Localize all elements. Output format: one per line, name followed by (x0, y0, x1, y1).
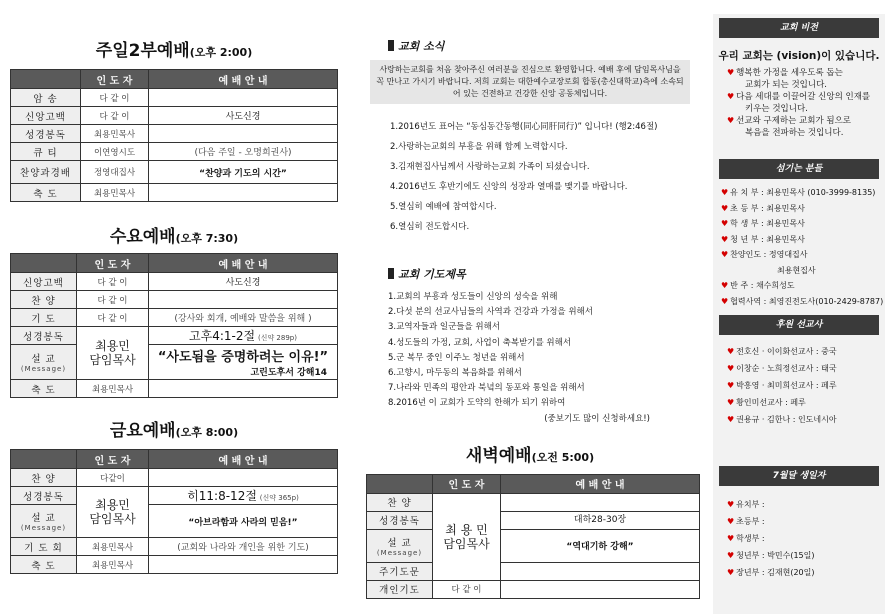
missionary-list (713, 343, 885, 428)
table-row: 암 송 다 같 이 (11, 89, 338, 107)
heart-icon: ♥ (727, 347, 735, 356)
table-row: 찬 양 다 같 이 (11, 291, 338, 309)
list-item: ♥ 반 주 : 채수희성도 (721, 281, 795, 290)
table-row: 찬양과경배 정영대집사 “찬양과 기도의 시간” (11, 161, 338, 184)
wednesday-title: 수요예배(오후 7:30) (109, 227, 239, 247)
list-item: 4.2016년도 후반기에도 신앙의 성장과 열매를 맺기를 바랍니다. (390, 182, 628, 192)
heart-icon: ♥ (721, 296, 729, 306)
news-list (390, 120, 700, 240)
birthday-list (713, 496, 885, 581)
heart-icon: ♥ (727, 517, 735, 526)
servers-heading: 섬기는 분들 (719, 159, 879, 179)
heart-icon: ♥ (727, 534, 735, 543)
list-item: ♥ 청년부 : 박민수(15일) (727, 551, 815, 560)
friday-table (10, 449, 338, 574)
list-item: ♥ 유치부 : (727, 500, 765, 509)
table-row: 성경봉독 최용민 담임목사 히11:8-12절 (신약 365p) (11, 487, 338, 505)
table-row: 축 도 최용민목사 (11, 556, 338, 574)
table-row: 설 교 (Message) “역대기하 강해” (367, 529, 700, 562)
list-item: ♥ 찬양인도 : 정영대집사 (721, 250, 808, 259)
list-item: ♥ 유 치 부 : 최용민목사 (010-3999-8135) (721, 188, 876, 197)
table-header: 인 도 자 예 배 안 내 (367, 474, 700, 493)
heart-icon: ♥ (721, 203, 729, 213)
list-item: ♥ 협력사역 : 최영진전도사(010-2429-8787) (721, 296, 884, 306)
table-row: 찬 양 다같이 (11, 469, 338, 487)
sunday2-title: 주일2부예배(오후 2:00) (95, 41, 253, 61)
list-item: 6.열심히 전도합시다. (390, 222, 470, 232)
list-item: 1.교회의 부흥과 성도들이 신앙의 성숙을 위해 (388, 292, 558, 302)
square-bullet-icon (388, 40, 394, 51)
list-item: ♥ 초등부 : (727, 517, 765, 526)
list-item: 6.고향시, 마두동의 복음화를 위해서 (388, 367, 522, 378)
birthday-heading: 7월달 생일자 (719, 466, 879, 486)
heart-icon: ♥ (727, 500, 735, 509)
preacher-cell: 최 용 민 담임목사 (433, 493, 501, 580)
table-row: 신앙고백 다 같 이 사도신경 (11, 107, 338, 125)
vision-list: ♥ 행복한 가정을 세우도록 돕는 교회가 되는 것입니다. ♥ 다음 세대를 이끌어갈 신앙의 인재를 키우는 것입니다. ♥ 선교와 구제하는 교회가 됨으로 복음을 전파하는 것입니다. (713, 67, 885, 139)
prayer-heading: 교회 기도제목 (388, 266, 700, 282)
sidebar (713, 14, 885, 614)
list-item: ♥ 학생부 : (727, 534, 765, 543)
table-row: 설 교 (Message) “아브라함과 사라의 믿음!” (11, 505, 338, 538)
left-column (10, 0, 338, 614)
heart-icon: ♥ (727, 568, 735, 577)
list-item: 5.군 복무 중인 이주노 청년을 위해서 (388, 352, 525, 363)
heart-icon: ♥ (727, 68, 735, 77)
prayer-list (388, 290, 700, 427)
dawn-table (366, 474, 700, 599)
table-header: 인 도 자 예 배 안 내 (11, 450, 338, 469)
heart-icon: ♥ (721, 188, 729, 197)
table-row: 기 도 회 최용민목사 (교회와 나라와 개인을 위한 기도) (11, 538, 338, 556)
vision-heading: 교회 비전 (719, 18, 879, 38)
servers-list (713, 185, 885, 309)
missionary-heading: 후원 선교사 (719, 315, 879, 335)
heart-icon: ♥ (727, 415, 735, 424)
list-item: 5.열심히 예배에 참여합시다. (390, 202, 497, 212)
list-item: ♥ 초 등 부 : 최용민목사 (721, 203, 805, 213)
heart-icon: ♥ (727, 364, 735, 373)
prayer-footer: (중보기도 많이 신청하세요!) (544, 413, 650, 424)
list-item: 4.성도들의 가정, 교회, 사업이 축복받기를 위해서 (388, 337, 572, 348)
table-row: 축 도 최용민목사 (11, 380, 338, 398)
list-item: ♥ 행복한 가정을 세우도록 돕는 (727, 68, 843, 78)
heart-icon: ♥ (727, 116, 735, 125)
heart-icon: ♥ (721, 250, 729, 259)
list-item: 1.2016년도 표어는 “동심동간동행(同心同肝同行)” 입니다! (행2:46절) (390, 122, 658, 132)
middle-column (360, 0, 700, 614)
heart-icon: ♥ (721, 234, 729, 244)
list-item: 7.나라와 민족의 평안과 북녘의 동포와 통일을 위해서 (388, 383, 585, 394)
list-item: ♥ 다음 세대를 이끌어갈 신앙의 인재를 (727, 92, 871, 102)
table-header: 인 도 자 예 배 안 내 (11, 254, 338, 273)
vision-title: 우리 교회는 (vision)이 있습니다. (718, 50, 880, 62)
table-row: 찬 양 최 용 민 담임목사 (367, 493, 700, 511)
table-row: 설 교 (Message) “사도됨을 증명하려는 이유!” 고린도후서 강해14 (11, 345, 338, 380)
list-item: 최용현집사 (777, 265, 816, 275)
list-item: 8.2016년 이 교회가 도약의 한해가 되기 위하여 (388, 398, 566, 409)
list-item: 3.김재현집사님께서 사랑하는교회 가족이 되셨습니다. (390, 162, 590, 172)
heart-icon: ♥ (727, 398, 735, 407)
preacher-cell: 최용민 담임목사 (77, 487, 149, 538)
table-row: 신앙고백 다 같 이 사도신경 (11, 273, 338, 291)
table-row: 큐 티 이연영시도 (다음 주일 - 오명희권사) (11, 143, 338, 161)
list-item: ♥ 황인미선교사 : 페루 (727, 398, 806, 407)
table-row: 성경봉독 대하28-30장 (367, 511, 700, 529)
table-row: 기 도 다 같 이 (강사와 회개, 예배와 말씀을 위해 ) (11, 309, 338, 327)
square-bullet-icon (388, 268, 394, 279)
table-header: 인 도 자 예 배 안 내 (11, 70, 338, 89)
wednesday-table (10, 253, 338, 398)
list-item: ♥ 전호신 · 이이화선교사 : 중국 (727, 347, 837, 356)
list-item: ♥ 이창순 · 노희정선교사 : 태국 (727, 364, 837, 373)
heart-icon: ♥ (721, 219, 729, 228)
list-item: ♥ 장년부 : 김재현(20일) (727, 568, 815, 577)
welcome-message: 사랑하는교회를 처음 찾아주신 여러분을 진심으로 환영합니다. 예배 후에 담임목사님을 꼭 만나고 가시기 바랍니다. 저희 교회는 대한예수교장로회 합동(총신대학교)측에 소속되어 있는 건전하고 건강한 신앙 공동체입니다. (370, 60, 690, 104)
dawn-title: 새벽예배(오전 5:00) (465, 445, 595, 466)
heart-icon: ♥ (727, 92, 735, 101)
heart-icon: ♥ (727, 381, 735, 390)
list-item: 3.교역자들과 일군들을 위해서 (388, 322, 501, 333)
list-item: ♥ 권용규 · 김한나 : 인도네시아 (727, 415, 837, 424)
list-item: ♥ 청 년 부 : 최용민목사 (721, 234, 805, 244)
table-row: 축 도 최용민목사 (11, 184, 338, 202)
heart-icon: ♥ (727, 551, 735, 560)
table-row: 성경봉독 최용민목사 (11, 125, 338, 143)
table-row: 성경봉독 최용민 담임목사 고후4:1-2절 (신약 289p) (11, 327, 338, 345)
news-heading: 교회 소식 (388, 38, 700, 54)
preacher-cell: 최용민 담임목사 (77, 327, 149, 380)
list-item: 2.사랑하는교회의 부흥을 위해 함께 노력합시다. (390, 142, 568, 152)
friday-title: 금요예배(오후 8:00) (109, 421, 239, 441)
list-item: ♥ 박흥영 · 최미희선교사 : 페루 (727, 381, 837, 390)
table-row: 주기도문 (367, 562, 700, 580)
list-item: 2.다섯 분의 선교사님들의 사역과 건강과 가정을 위해서 (388, 307, 593, 318)
heart-icon: ♥ (721, 281, 729, 290)
sunday2-table (10, 69, 338, 202)
table-row: 개인기도 다 같 이 (367, 580, 700, 598)
list-item: ♥ 선교와 구제하는 교회가 됨으로 (727, 116, 852, 126)
list-item: ♥ 학 생 부 : 최용민목사 (721, 219, 805, 228)
